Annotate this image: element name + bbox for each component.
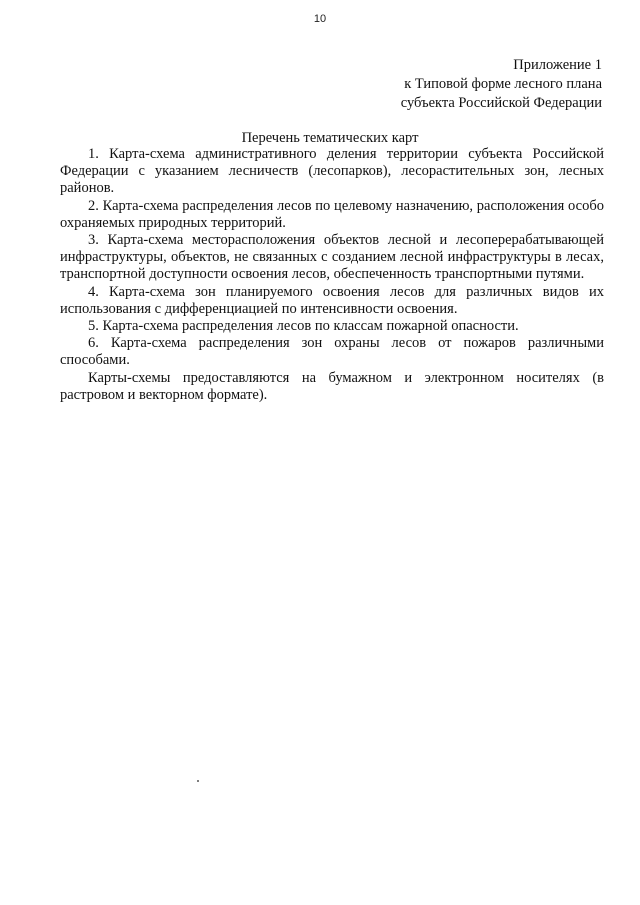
list-item: 1. Карта-схема административного деления территории субъекта Российской Федерации с указанием лесничеств (лесопарков), лесорастительных зон, лесных районов.	[60, 146, 604, 197]
appendix-header	[401, 56, 602, 113]
list-item: 6. Карта-схема распределения зон охраны лесов от пожаров различными способами.	[60, 335, 604, 369]
document-title: Перечень тематических карт	[241, 130, 419, 146]
scan-speck	[197, 780, 199, 782]
list-item: 4. Карта-схема зон планируемого освоения лесов для различных видов их использования с дифференциацией по интенсивности освоения.	[60, 283, 604, 317]
appendix-line-1: Приложение 1	[513, 57, 602, 73]
list-item: 2. Карта-схема распределения лесов по целевому назначению, расположения особо охраняемых природных территорий.	[60, 197, 604, 231]
list-item: 3. Карта-схема месторасположения объектов лесной и лесоперерабатывающей инфраструктуры, объектов, не связанных с созданием лесной инфраструктуры в лесах, транспортной доступности освоения лесов, обеспеченность транспортными путями.	[60, 232, 604, 283]
document-body	[60, 146, 604, 404]
page-number: 10	[313, 13, 327, 25]
closing-paragraph: Карты-схемы предоставляются на бумажном и электронном носителях (в растровом и векторном формате).	[60, 369, 604, 403]
appendix-line-2: к Типовой форме лесного плана	[404, 76, 602, 92]
list-item: 5. Карта-схема распределения лесов по классам пожарной опасности.	[88, 318, 519, 335]
appendix-line-3: субъекта Российской Федерации	[400, 95, 602, 111]
